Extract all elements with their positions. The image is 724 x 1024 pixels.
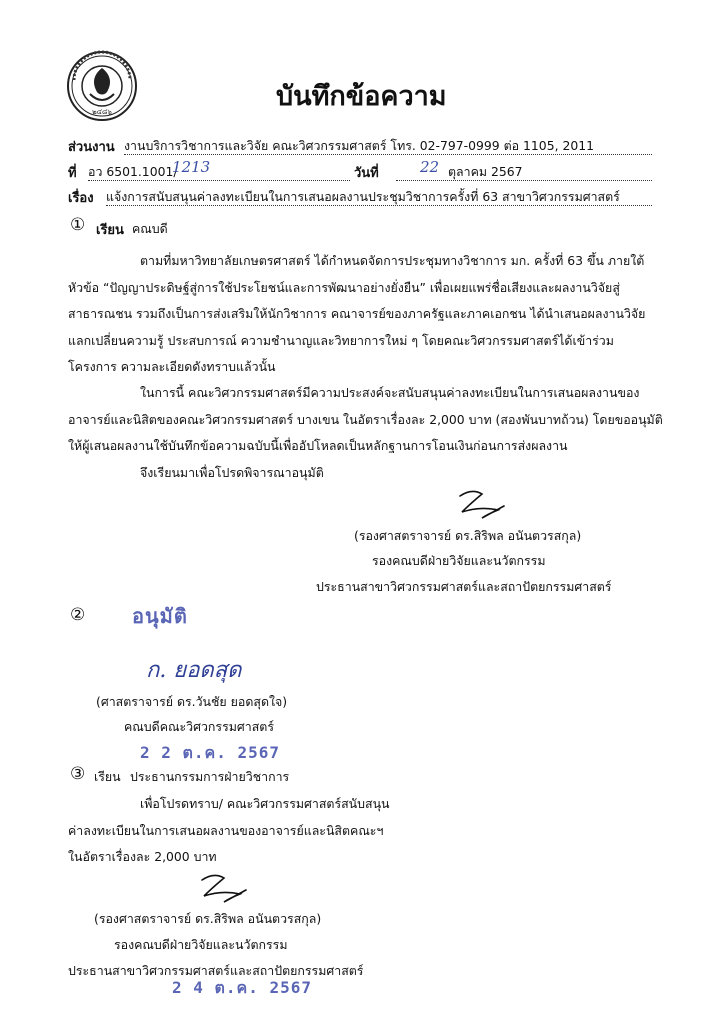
section-3-signer-position-2: ประธานสาขาวิศวกรรมศาสตร์และสถาปัตยกรรมศาสตร์	[68, 963, 364, 978]
reference-dotline	[88, 180, 350, 181]
section-3-date-stamp: 2 4 ต.ค. 2567	[172, 978, 313, 997]
date-month-year: ตุลาคม 2567	[448, 164, 523, 179]
signature-1-image	[452, 484, 512, 524]
date-day-handwritten: 22	[420, 158, 440, 176]
subject-dotline	[106, 205, 652, 206]
approval-date-stamp: 2 2 ต.ค. 2567	[140, 743, 281, 762]
paragraph-1-line: โครงการ ความละเอียดดังทราบแล้วนั้น	[68, 359, 276, 374]
paragraph-2-line: ในการนี้ คณะวิศวกรรมศาสตร์มีความประสงค์จะสนับสนุนค่าลงทะเบียนในการเสนอผลงานของ	[140, 385, 640, 400]
salutation-marker: ①	[70, 215, 86, 235]
paragraph-1-line: หัวข้อ “ปัญญาประดิษฐ์สู่การใช้ประโยชน์และการพัฒนาอย่างยั่งยืน” เพื่อเผยแพร่ชื่อเสียงและผลงานวิจัยสู่	[68, 279, 620, 295]
section-3-recipient: ประธานกรรมการฝ่ายวิชาการ	[130, 769, 290, 784]
section-3-line: ค่าลงทะเบียนในการเสนอผลงานของอาจารย์และนิสิตคณะฯ	[68, 823, 384, 838]
section-3-signer-position: รองคณบดีฝ่ายวิจัยและนวัตกรรม	[114, 937, 288, 952]
body-paragraph-1	[68, 248, 650, 381]
section-3-signer-name: (รองศาสตราจารย์ ดร.สิริพล อนันตวรสกุล)	[94, 911, 322, 926]
section-3-label: เรียน	[94, 769, 121, 784]
signer-1-position: รองคณบดีฝ่ายวิจัยและนวัตกรรม	[372, 553, 546, 568]
approval-marker: ②	[70, 605, 86, 625]
approval-signature: ก. ยอดสุด	[146, 658, 242, 683]
section-3-line: ในอัตราเรื่องละ 2,000 บาท	[68, 849, 217, 864]
department-label: ส่วนงาน	[68, 140, 115, 155]
salutation-label: เรียน	[96, 223, 124, 238]
reference-value: อว 6501.1001/	[88, 164, 178, 179]
salutation-recipient: คณบดี	[132, 221, 168, 236]
reference-number-handwritten: 1213	[172, 158, 211, 176]
reference-label: ที่	[68, 166, 77, 181]
subject-value: แจ้งการสนับสนุนค่าลงทะเบียนในการเสนอผลงานประชุมวิชาการครั้งที่ 63 สาขาวิศวกรรมศาสตร์	[106, 189, 620, 204]
paragraph-1-line: สาธารณชน รวมถึงเป็นการส่งเสริมให้นักวิชาการ คณาจารย์ของภาครัฐและภาคเอกชน ได้นำเสนอผลงานวิจัย	[68, 306, 646, 321]
section-3-line: เพื่อโปรดทราบ/ คณะวิศวกรรมศาสตร์สนับสนุน	[140, 796, 390, 811]
body-paragraph-2	[68, 380, 663, 460]
paragraph-1-line: แลกเปลี่ยนความรู้ ประสบการณ์ ความชำนาญและวิทยาการใหม่ ๆ โดยคณะวิศวกรรมศาสตร์ได้เข้าร่วม	[68, 332, 614, 348]
subject-label: เรื่อง	[68, 191, 94, 206]
approver-position: คณบดีคณะวิศวกรรมศาสตร์	[124, 719, 274, 734]
page-title: บันทึกข้อความ	[276, 81, 447, 112]
date-label: วันที่	[354, 166, 379, 181]
signature-2-image	[194, 868, 254, 908]
date-dotline	[396, 180, 652, 181]
paragraph-2-line: ให้ผู้เสนอผลงานใช้บันทึกข้อความฉบับนี้เพื่ออัปโหลดเป็นหลักฐานการโอนเงินก่อนการส่งผลงาน	[68, 438, 568, 453]
svg-text:๒๔๘๖: ๒๔๘๖	[92, 108, 112, 116]
signer-1-name: (รองศาสตราจารย์ ดร.สิริพล อนันตวรสกุล)	[354, 528, 582, 543]
approver-name: (ศาสตราจารย์ ดร.วันชัย ยอดสุดใจ)	[96, 694, 288, 709]
paragraph-2-line: อาจารย์และนิสิตของคณะวิศวกรรมศาสตร์ บางเขน ในอัตราเรื่องละ 2,000 บาท (สองพันบาทถ้วน) โดยขออนุมัติ	[68, 411, 663, 427]
approval-stamp: อนุมัติ	[132, 604, 188, 628]
signer-1-position-2: ประธานสาขาวิศวกรรมศาสตร์และสถาปัตยกรรมศาสตร์	[316, 579, 612, 594]
closing-line: จึงเรียนมาเพื่อโปรดพิจารณาอนุมัติ	[140, 465, 324, 480]
section-3-marker: ③	[70, 764, 86, 784]
department-value: งานบริการวิชาการและวิจัย คณะวิศวกรรมศาสตร์ โทร. 02-797-0999 ต่อ 1105, 2011	[124, 138, 594, 153]
university-seal-logo	[66, 50, 138, 122]
paragraph-1-line: ตามที่มหาวิทยาลัยเกษตรศาสตร์ ได้กำหนดจัดการประชุมทางวิชาการ มก. ครั้งที่ 63 ขึ้น ภายใต้	[140, 253, 645, 268]
department-dotline	[124, 154, 652, 155]
